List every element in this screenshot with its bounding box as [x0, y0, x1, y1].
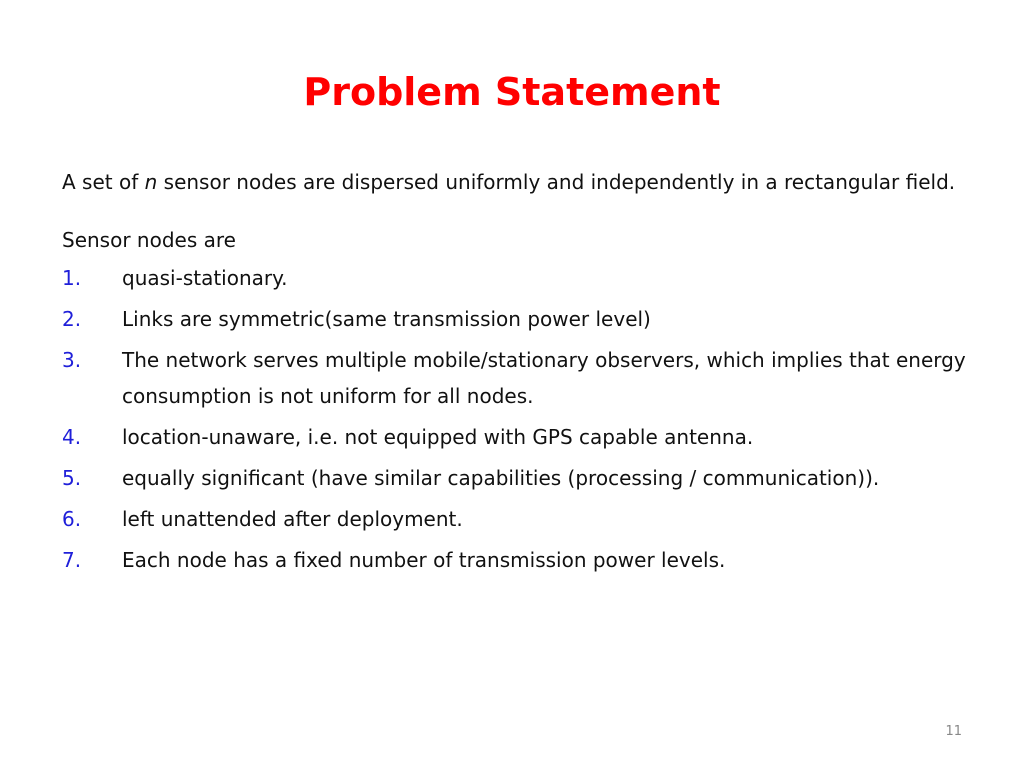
list-item	[62, 460, 972, 496]
list-item-number: 6.	[62, 507, 82, 531]
list-item	[62, 542, 972, 578]
intro-paragraph	[62, 166, 972, 198]
list-item	[62, 260, 972, 296]
list-item	[62, 342, 972, 414]
list-item	[62, 301, 972, 337]
list-item-text: Each node has a fixed number of transmission power levels.	[122, 548, 726, 572]
list-item-number: 5.	[62, 466, 82, 490]
page-number: 11	[945, 724, 962, 739]
list-item-number: 1.	[62, 266, 82, 290]
numbered-list	[62, 260, 972, 578]
list-item-text: location-unaware, i.e. not equipped with GPS capable antenna.	[122, 425, 754, 449]
list-item-text: left unattended after deployment.	[122, 507, 463, 531]
list-item-number: 3.	[62, 348, 82, 372]
list-lead: Sensor nodes are	[62, 228, 236, 252]
list-item-number: 2.	[62, 307, 82, 331]
intro-text-after: sensor nodes are dispersed uniformly and independently in a rectangular field.	[157, 170, 956, 194]
list-item-number: 7.	[62, 548, 82, 572]
list-item-text: quasi-stationary.	[122, 266, 288, 290]
list-item-text: The network serves multiple mobile/stationary observers, which implies that energy consumption is not uniform for all nodes.	[122, 348, 966, 408]
list-item-number: 4.	[62, 425, 82, 449]
slide-title: Problem Statement	[303, 70, 721, 114]
slide-body	[62, 166, 972, 583]
list-item	[62, 501, 972, 537]
list-item-text: equally significant (have similar capabilities (processing / communication)).	[122, 466, 880, 490]
intro-text-before: A set of	[62, 170, 145, 194]
list-item-text: Links are symmetric(same transmission power level)	[122, 307, 651, 331]
intro-variable: n	[144, 170, 158, 194]
list-item	[62, 419, 972, 455]
